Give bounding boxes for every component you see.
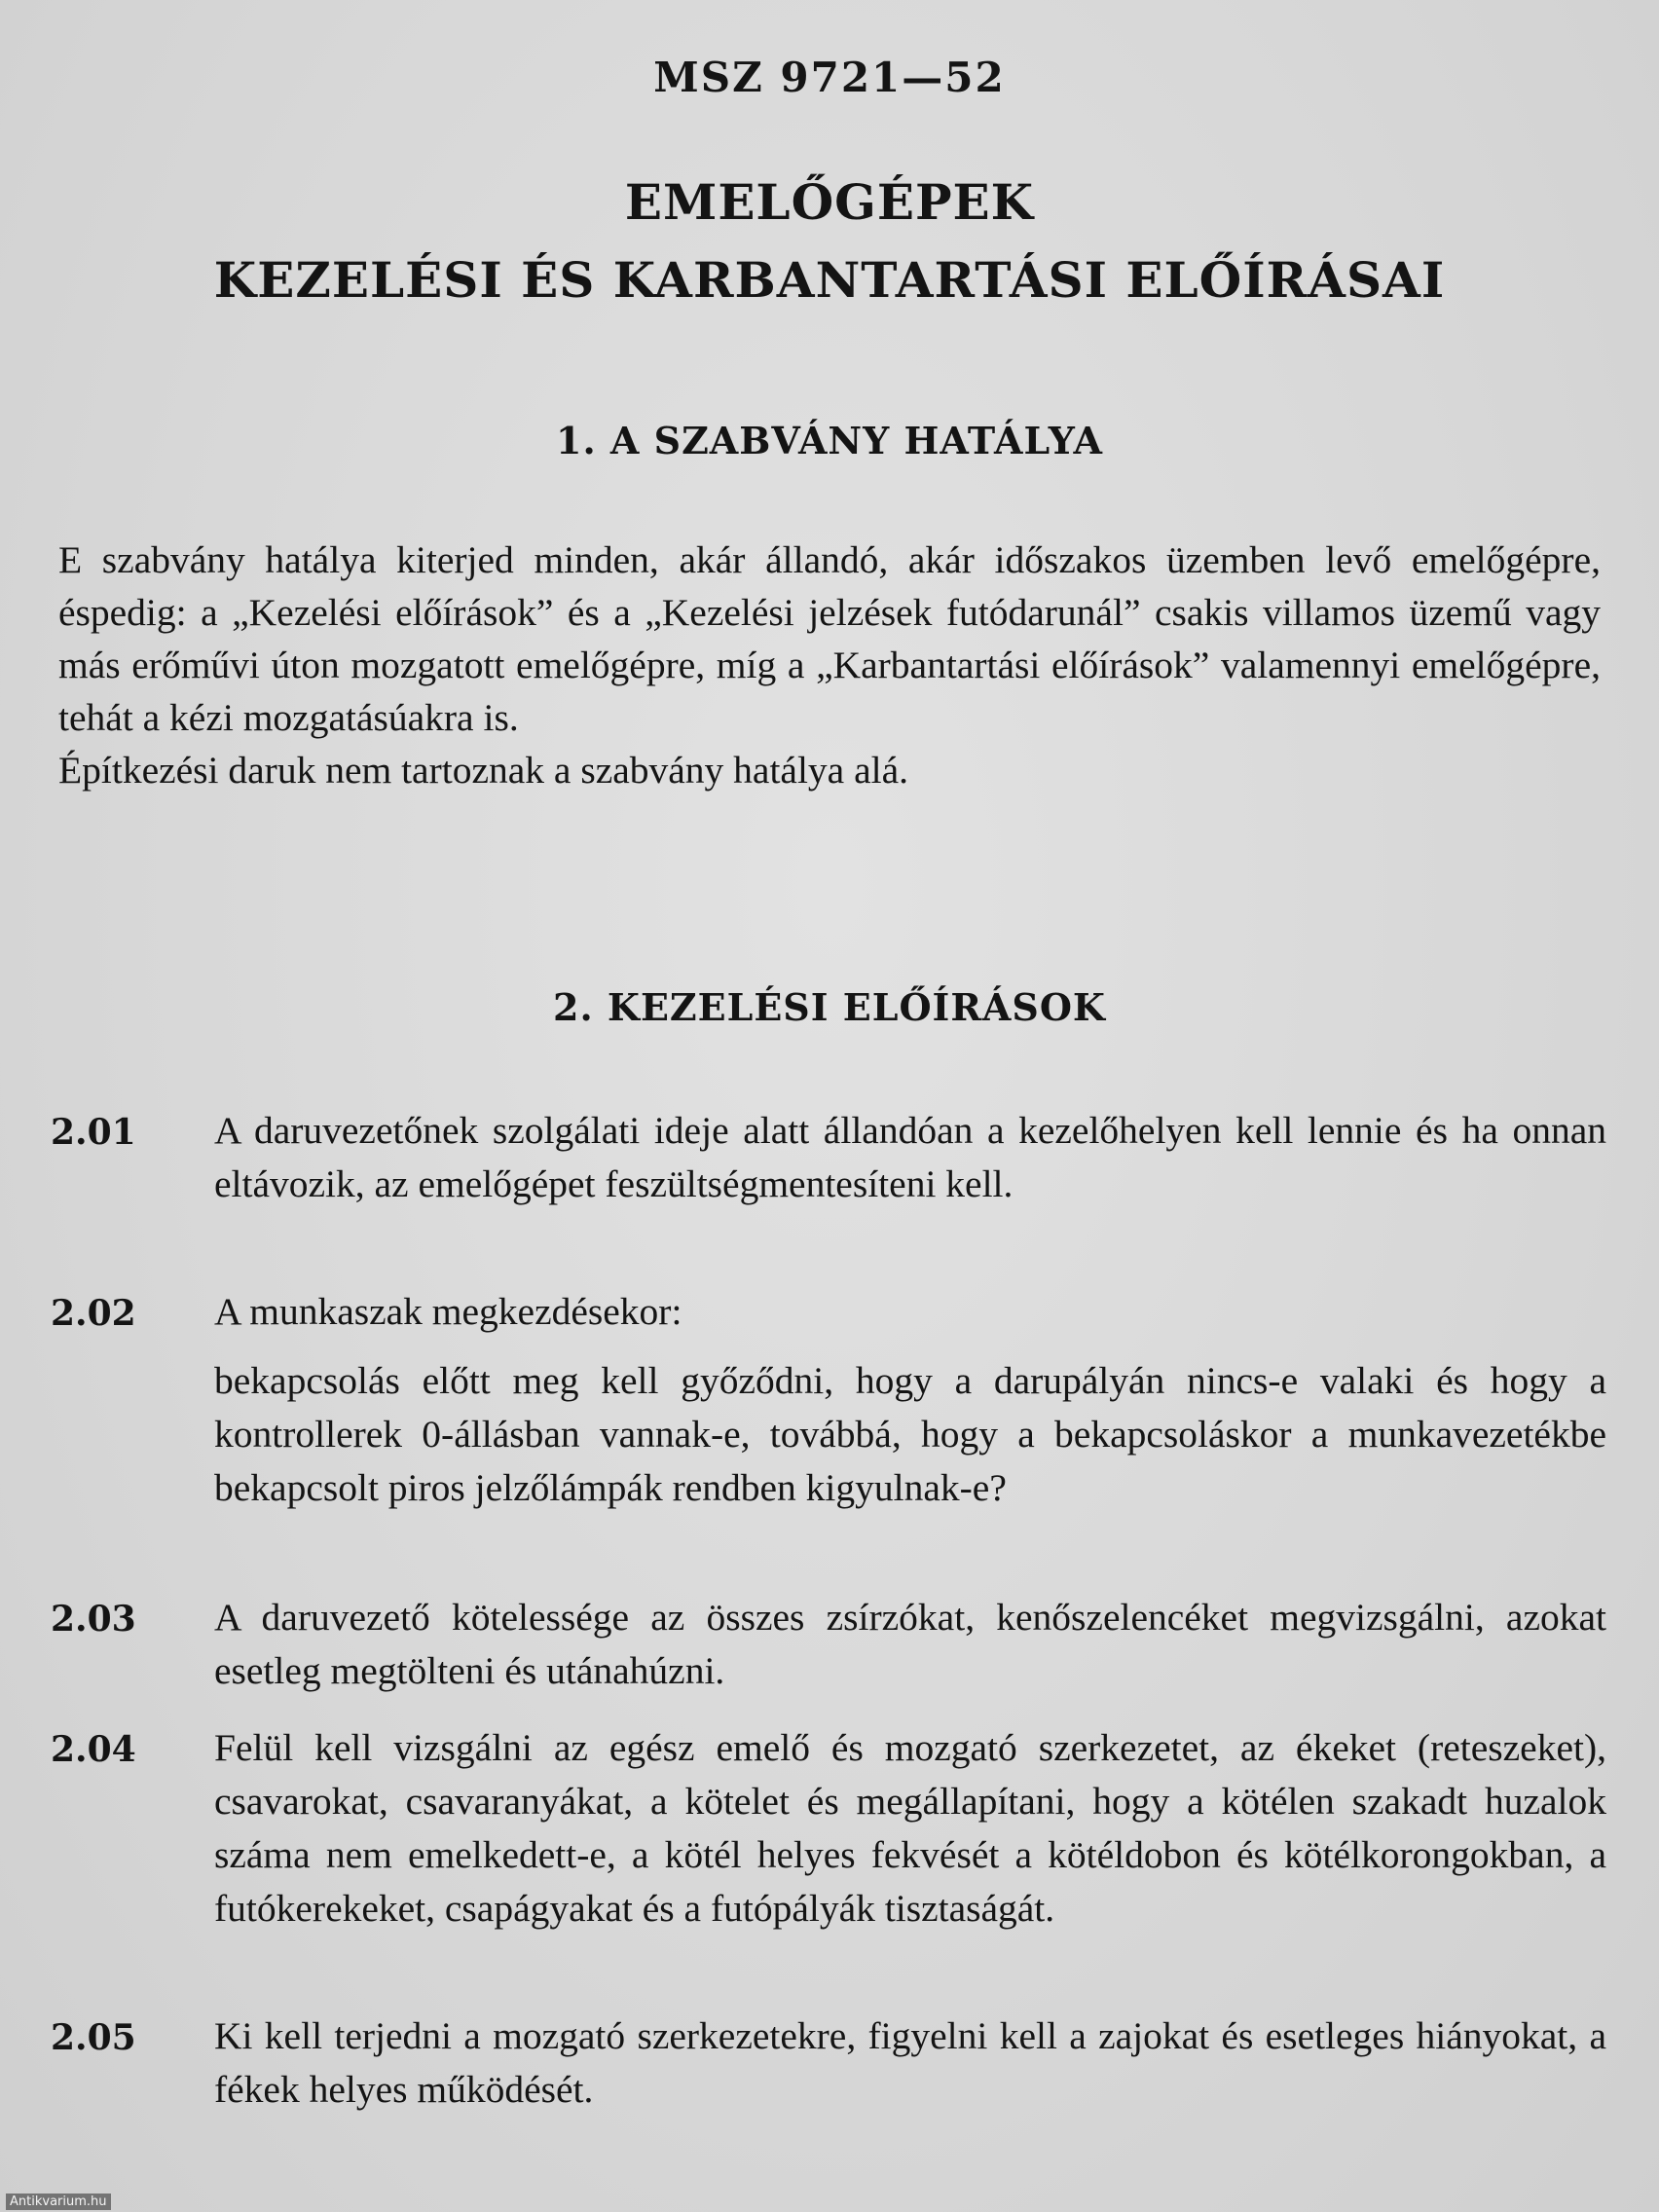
- clause-paragraph: A daruvezető kötelessége az összes zsírzókat, kenőszelencéket megvizsgálni, azokat esetleg megtölteni és utánahúzni.: [214, 1596, 1606, 1692]
- watermark: Antikvarium.hu: [6, 2194, 111, 2210]
- section-2-heading: 2. KEZELÉSI ELŐÍRÁSOK: [553, 985, 1106, 1029]
- clause-text: [214, 1104, 1606, 1211]
- title-line-2: KEZELÉSI ÉS KARBANTARTÁSI ELŐÍRÁSAI: [213, 251, 1446, 309]
- clause-paragraph: Felül kell vizsgálni az egész emelő és mozgató szerkezetet, az ékeket (reteszeket), csavarokat, csavaranyákat, a kötelet és megállapítani, hogy a kötélen szakadt huzalok száma nem emelkedett-e, a kötél helyes fekvését a kötéldobon és kötélkorongokban, a futókerekeket, csapágyakat és a futópályák tisztaságát.: [214, 1726, 1606, 1930]
- clause-number: 2.05: [51, 2017, 136, 2058]
- scope-paragraph-1: E szabvány hatálya kiterjed minden, akár állandó, akár időszakos üzemben levő emelőgépre, éspedig: a „Kezelési előírások” és a „Kezelési jelzések futódarunál” csakis villamos üzemű vagy más erőművi úton mozgatott emelőgépre, míg a „Karbantartási előírások” valamennyi emelőgépre, tehát a kézi mozgatásúakra is.: [58, 538, 1601, 739]
- clause-paragraph: Ki kell terjedni a mozgató szerkezetekre, figyelni kell a zajokat és esetleges hiányokat, a fékek helyes működését.: [214, 2014, 1606, 2111]
- clause-text: [214, 1721, 1606, 1936]
- clause-subparagraph: bekapcsolás előtt meg kell győződni, hogy a darupályán nincs-e valaki és hogy a kontrollerek 0-állásban vannak-e, továbbá, hogy a bekapcsoláskor a munkavezetékbe bekapcsolt piros jelzőlámpák rendben kigyulnak-e?: [214, 1359, 1606, 1509]
- title-line-1: EMELŐGÉPEK: [624, 173, 1035, 231]
- clause-number: 2.02: [51, 1293, 136, 1334]
- clause-paragraph: A munkaszak megkezdésekor:: [214, 1290, 682, 1333]
- clause-number: 2.01: [51, 1112, 136, 1153]
- scope-paragraph-2: Építkezési daruk nem tartoznak a szabvány hatálya alá.: [58, 749, 908, 792]
- clause-text: [214, 1591, 1606, 1698]
- clause-number: 2.03: [51, 1599, 136, 1640]
- clause-paragraph: A daruvezetőnek szolgálati ideje alatt állandóan a kezelőhelyen kell lennie és ha onnan eltávozik, az emelőgépet feszültségmentesíteni kell.: [214, 1109, 1606, 1205]
- clause-text: [214, 2009, 1606, 2117]
- document-title: [0, 164, 1659, 319]
- clause-text: [214, 1285, 1606, 1515]
- clause-number: 2.04: [51, 1729, 136, 1770]
- section-1-heading: 1. A SZABVÁNY HATÁLYA: [556, 419, 1103, 462]
- standard-code: MSZ 9721—52: [653, 54, 1006, 101]
- scope-text: [58, 534, 1601, 796]
